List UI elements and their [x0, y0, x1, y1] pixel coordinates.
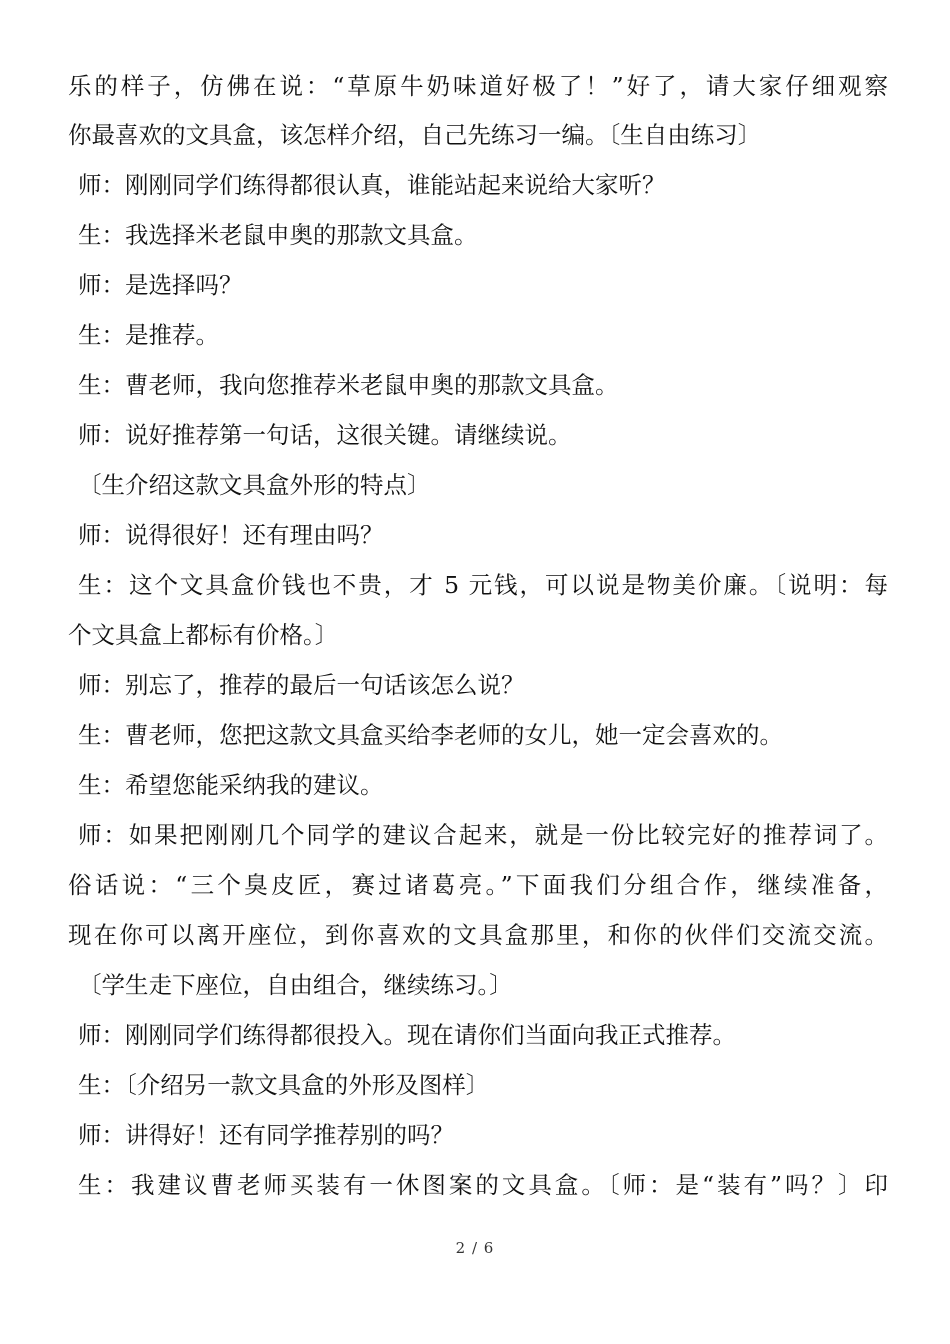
text-line-7: 生：曹老师，我向您推荐米老鼠申奥的那款文具盒。	[78, 371, 619, 399]
page-number: 2 / 6	[455, 1239, 495, 1257]
text-line-4: 生：我选择米老鼠申奥的那款文具盒。	[78, 221, 478, 249]
text-line-3: 师：刚刚同学们练得都很认真，谁能站起来说给大家听？	[78, 171, 666, 199]
text-line-15: 生：希望您能采纳我的建议。	[78, 771, 384, 799]
text-line-20: 师：刚刚同学们练得都很投入。现在请你们当面向我正式推荐。	[78, 1021, 736, 1049]
text-line-22: 师：讲得好！还有同学推荐别的吗？	[78, 1121, 454, 1149]
text-line-18: 现在你可以离开座位，到你喜欢的文具盒那里，和你的伙伴们交流交流。	[68, 921, 888, 949]
text-line-19: 〔学生走下座位，自由组合，继续练习。〕	[78, 971, 513, 999]
text-line-5: 师：是选择吗？	[78, 271, 243, 299]
text-line-14: 生：曹老师，您把这款文具盒买给李老师的女儿，她一定会喜欢的。	[78, 721, 783, 749]
text-line-1: 乐的样子，仿佛在说：“草原牛奶味道好极了！”好了，请大家仔细观察	[68, 72, 888, 100]
text-line-9: 〔生介绍这款文具盒外形的特点〕	[78, 471, 431, 499]
text-line-2: 你最喜欢的文具盒，该怎样介绍，自己先练习一编。〔生自由练习〕	[68, 121, 762, 149]
text-line-17: 俗话说：“三个臭皮匠，赛过诸葛亮。”下面我们分组合作，继续准备，	[68, 871, 888, 899]
text-line-21: 生：〔介绍另一款文具盒的外形及图样〕	[78, 1071, 490, 1099]
text-line-10: 师：说得很好！还有理由吗？	[78, 521, 384, 549]
text-line-6: 生：是推荐。	[78, 321, 219, 349]
text-line-23: 生：我建议曹老师买装有一休图案的文具盒。〔师：是“装有”吗？〕印	[78, 1171, 888, 1199]
text-line-12: 个文具盒上都标有价格。〕	[68, 621, 339, 649]
text-line-13: 师：别忘了，推荐的最后一句话该怎么说？	[78, 671, 525, 699]
text-line-11: 生：这个文具盒价钱也不贵，才 5 元钱，可以说是物美价廉。〔说明：每	[78, 571, 888, 599]
text-line-16: 师：如果把刚刚几个同学的建议合起来，就是一份比较完好的推荐词了。	[78, 821, 888, 849]
text-line-8: 师：说好推荐第一句话，这很关键。请继续说。	[78, 421, 572, 449]
